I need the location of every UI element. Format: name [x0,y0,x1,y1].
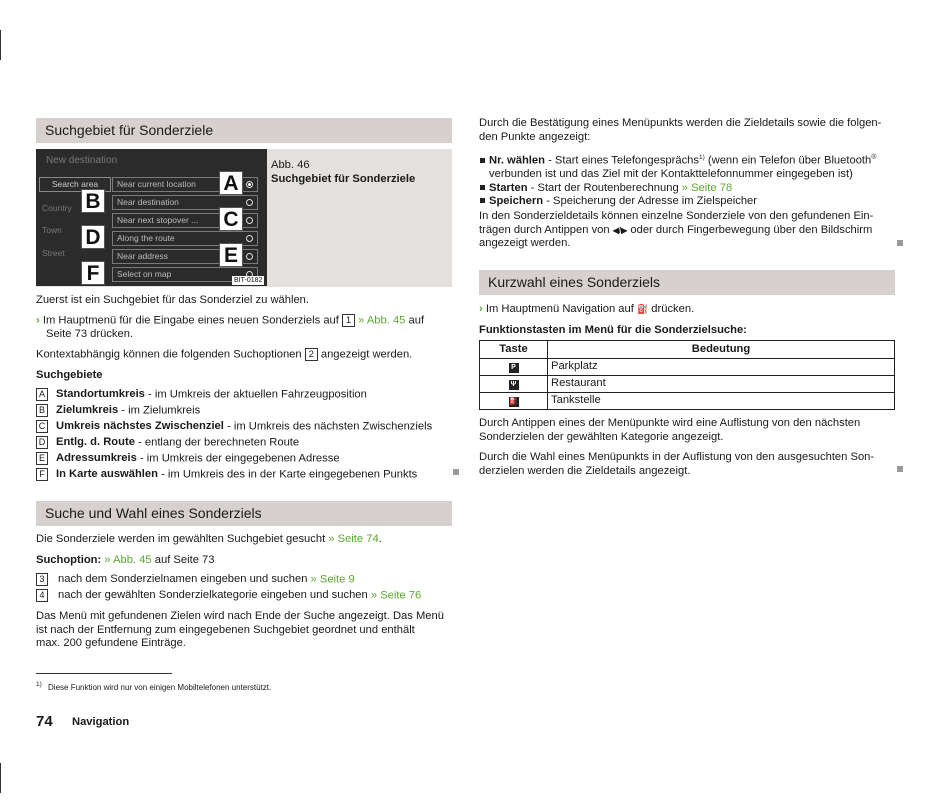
screen-label-street: Street [42,248,65,258]
poi-icon: ⛽ [636,304,649,314]
figure-number: Abb. 46 [271,159,310,171]
radio-selected-icon [246,181,253,188]
radio-icon [246,217,253,224]
table-cell: Parkplatz [548,359,895,376]
radio-icon [246,253,253,260]
bullet-icon [480,198,485,203]
navigation-screenshot [36,149,267,286]
paragraph: Die Sonderziele werden im gewählten Suchgebiet gesucht » Seite 74. [36,533,382,545]
arrow-keys-icon: ◀/▶ [612,225,628,235]
screen-option: Along the route [112,231,258,246]
table-row [480,393,895,410]
figure-link[interactable]: » Abb. 45 [358,314,406,327]
callout-letter-d: D [81,225,105,249]
table-row [480,376,895,393]
list-item: B Zielumkreis - im Zielumkreis [36,404,432,420]
crop-mark [0,30,1,60]
heading-text: Kurzwahl eines Sonderziels [488,274,660,290]
section-heading [36,118,452,143]
paragraph: Durch Antippen eines der Menüpunkte wird eine Auflistung von den nächsten Sonderzielen der gewählten Kategorie angezeigt. [479,417,861,443]
screen-option: Near next stopover ... [112,213,258,228]
list-item: F In Karte auswählen - im Umkreis des in der Karte eingegebenen Punkts [36,468,432,484]
image-code: BIT-0182 [234,277,263,284]
running-footer: Navigation [72,716,130,728]
figure-title: Suchgebiet für Sonderziele [271,173,416,185]
callout-letter-e: E [219,243,243,267]
subheading: Funktionstasten im Menü für die Sonderzielsuche: [479,324,747,336]
callout-letter-b: B [81,189,105,213]
list-item: E Adressumkreis - im Umkreis der eingegebenen Adresse [36,452,432,468]
bullet-icon [480,158,485,163]
page-link[interactable]: » Seite 76 [370,589,422,602]
radio-icon [246,199,253,206]
screen-option: Select on map [112,267,258,282]
search-area-button: Search area [39,177,111,192]
list-item: Starten - Start der Routenberechnung » Seite 78 [479,182,876,196]
list-item-cont: verbunden ist und das Ziel mit der Kontakttelefonnummer eingegeben ist) [489,168,853,181]
screen-option: Near destination [112,195,258,210]
section-end-marker [453,469,459,475]
column-header: Taste [480,341,548,359]
list-item: C Umkreis nächstes Zwischenziel - im Umkreis des nächsten Zwischenziels [36,420,432,436]
search-area-list [36,388,432,484]
paragraph: Kontextabhängig können die folgenden Suchoptionen 2 angezeigt werden. [36,348,413,361]
callout-letter-c: C [219,207,243,231]
screen-option: Near current location [112,177,258,192]
section-end-marker [897,240,903,246]
page-link[interactable]: » Seite 9 [310,573,355,586]
radio-icon [246,235,253,242]
paragraph: Durch die Bestätigung eines Menüpunkts werden die Zieldetails sowie die folgen- den Punkte angezeigt: [479,117,882,143]
subheading: Suchgebiete [36,369,103,381]
page-link[interactable]: » Seite 78 [681,181,733,194]
function-key-table [479,340,895,410]
list-item: Speichern - Speicherung der Adresse im Zielspeicher [479,195,876,209]
option-list [36,573,421,605]
list-item: A Standortumkreis - im Umkreis der aktuellen Fahrzeugposition [36,388,432,404]
list-item: 3 nach dem Sonderzielnamen eingeben und suchen » Seite 9 [36,573,421,589]
column-header: Bedeutung [548,341,895,359]
screen-title: New destination [46,155,118,166]
callout-letter-a: A [219,171,243,195]
parking-icon: P [509,363,519,373]
section-heading [36,501,452,526]
number-box: 1 [342,314,355,327]
bullet-icon [480,185,485,190]
screen-option: Near address [112,249,258,264]
page-number: 74 [36,713,53,730]
screen-label-town: Town [42,225,62,235]
bullet-list [479,151,876,209]
heading-text: Suche und Wahl eines Sonderziels [45,505,262,521]
paragraph: Zuerst ist ein Suchgebiet für das Sonderziel zu wählen. [36,294,310,306]
restaurant-icon: Ψ [509,380,519,390]
paragraph: Das Menü mit gefundenen Zielen wird nach Ende der Suche angezeigt. Das Menü ist nach der Entfernung zum eingegebenen Suchgebiet geordnet und enthält max. 200 gefundene Einträge. [36,610,444,649]
figure-link[interactable]: » Abb. 45 [104,554,152,566]
instruction-step-cont: Seite 73 drücken. [46,328,134,340]
table-row [480,359,895,376]
number-box: 2 [305,348,318,361]
list-item: D Entlg. d. Route - entlang der berechneten Route [36,436,432,452]
instruction-step: › Im Hauptmenü Navigation auf ⛽ drücken. [479,303,695,315]
crop-mark [0,763,1,793]
screen-label-country: Country [42,203,72,213]
step-arrow-icon: › [36,314,40,327]
list-item: 4 nach der gewählten Sonderzielkategorie eingeben und suchen » Seite 76 [36,589,421,605]
page-link[interactable]: » Seite 74 [328,533,379,545]
step-arrow-icon: › [479,303,483,315]
fuel-station-icon: ⛽ [509,398,518,406]
table-cell: Restaurant [548,376,895,393]
section-heading [479,270,895,295]
table-header-row [480,341,895,359]
paragraph: In den Sonderzieldetails können einzelne Sonderziele von den gefundenen Ein- trägen durch Antippen von ◀/▶ oder durch Fingerbewegung über den Bildschirm angezeigt werden. [479,210,874,249]
callout-letter-f: F [81,261,105,285]
list-item: Nr. wählen - Start eines Telefongesprächs$^{1)}$ (wenn ein Telefon über Bluetooth® [479,151,876,168]
footnote-rule [36,673,172,674]
section-end-marker [897,466,903,472]
footnote: $^{1)}$ Diese Funktion wird nur von einigen Mobiltelefonen unterstützt. [36,681,272,692]
table-cell: Tankstelle [548,393,895,410]
search-option-line: Suchoption: » Abb. 45 auf Seite 73 [36,554,215,566]
heading-text: Suchgebiet für Sonderziele [45,122,214,138]
instruction-step: › Im Hauptmenü für die Eingabe eines neuen Sonderziels auf 1 » Abb. 45 auf [36,314,425,327]
paragraph: Durch die Wahl eines Menüpunkts in der Auflistung von den ausgesuchten Son- derzielen werden die Zieldetails angezeigt. [479,451,875,477]
